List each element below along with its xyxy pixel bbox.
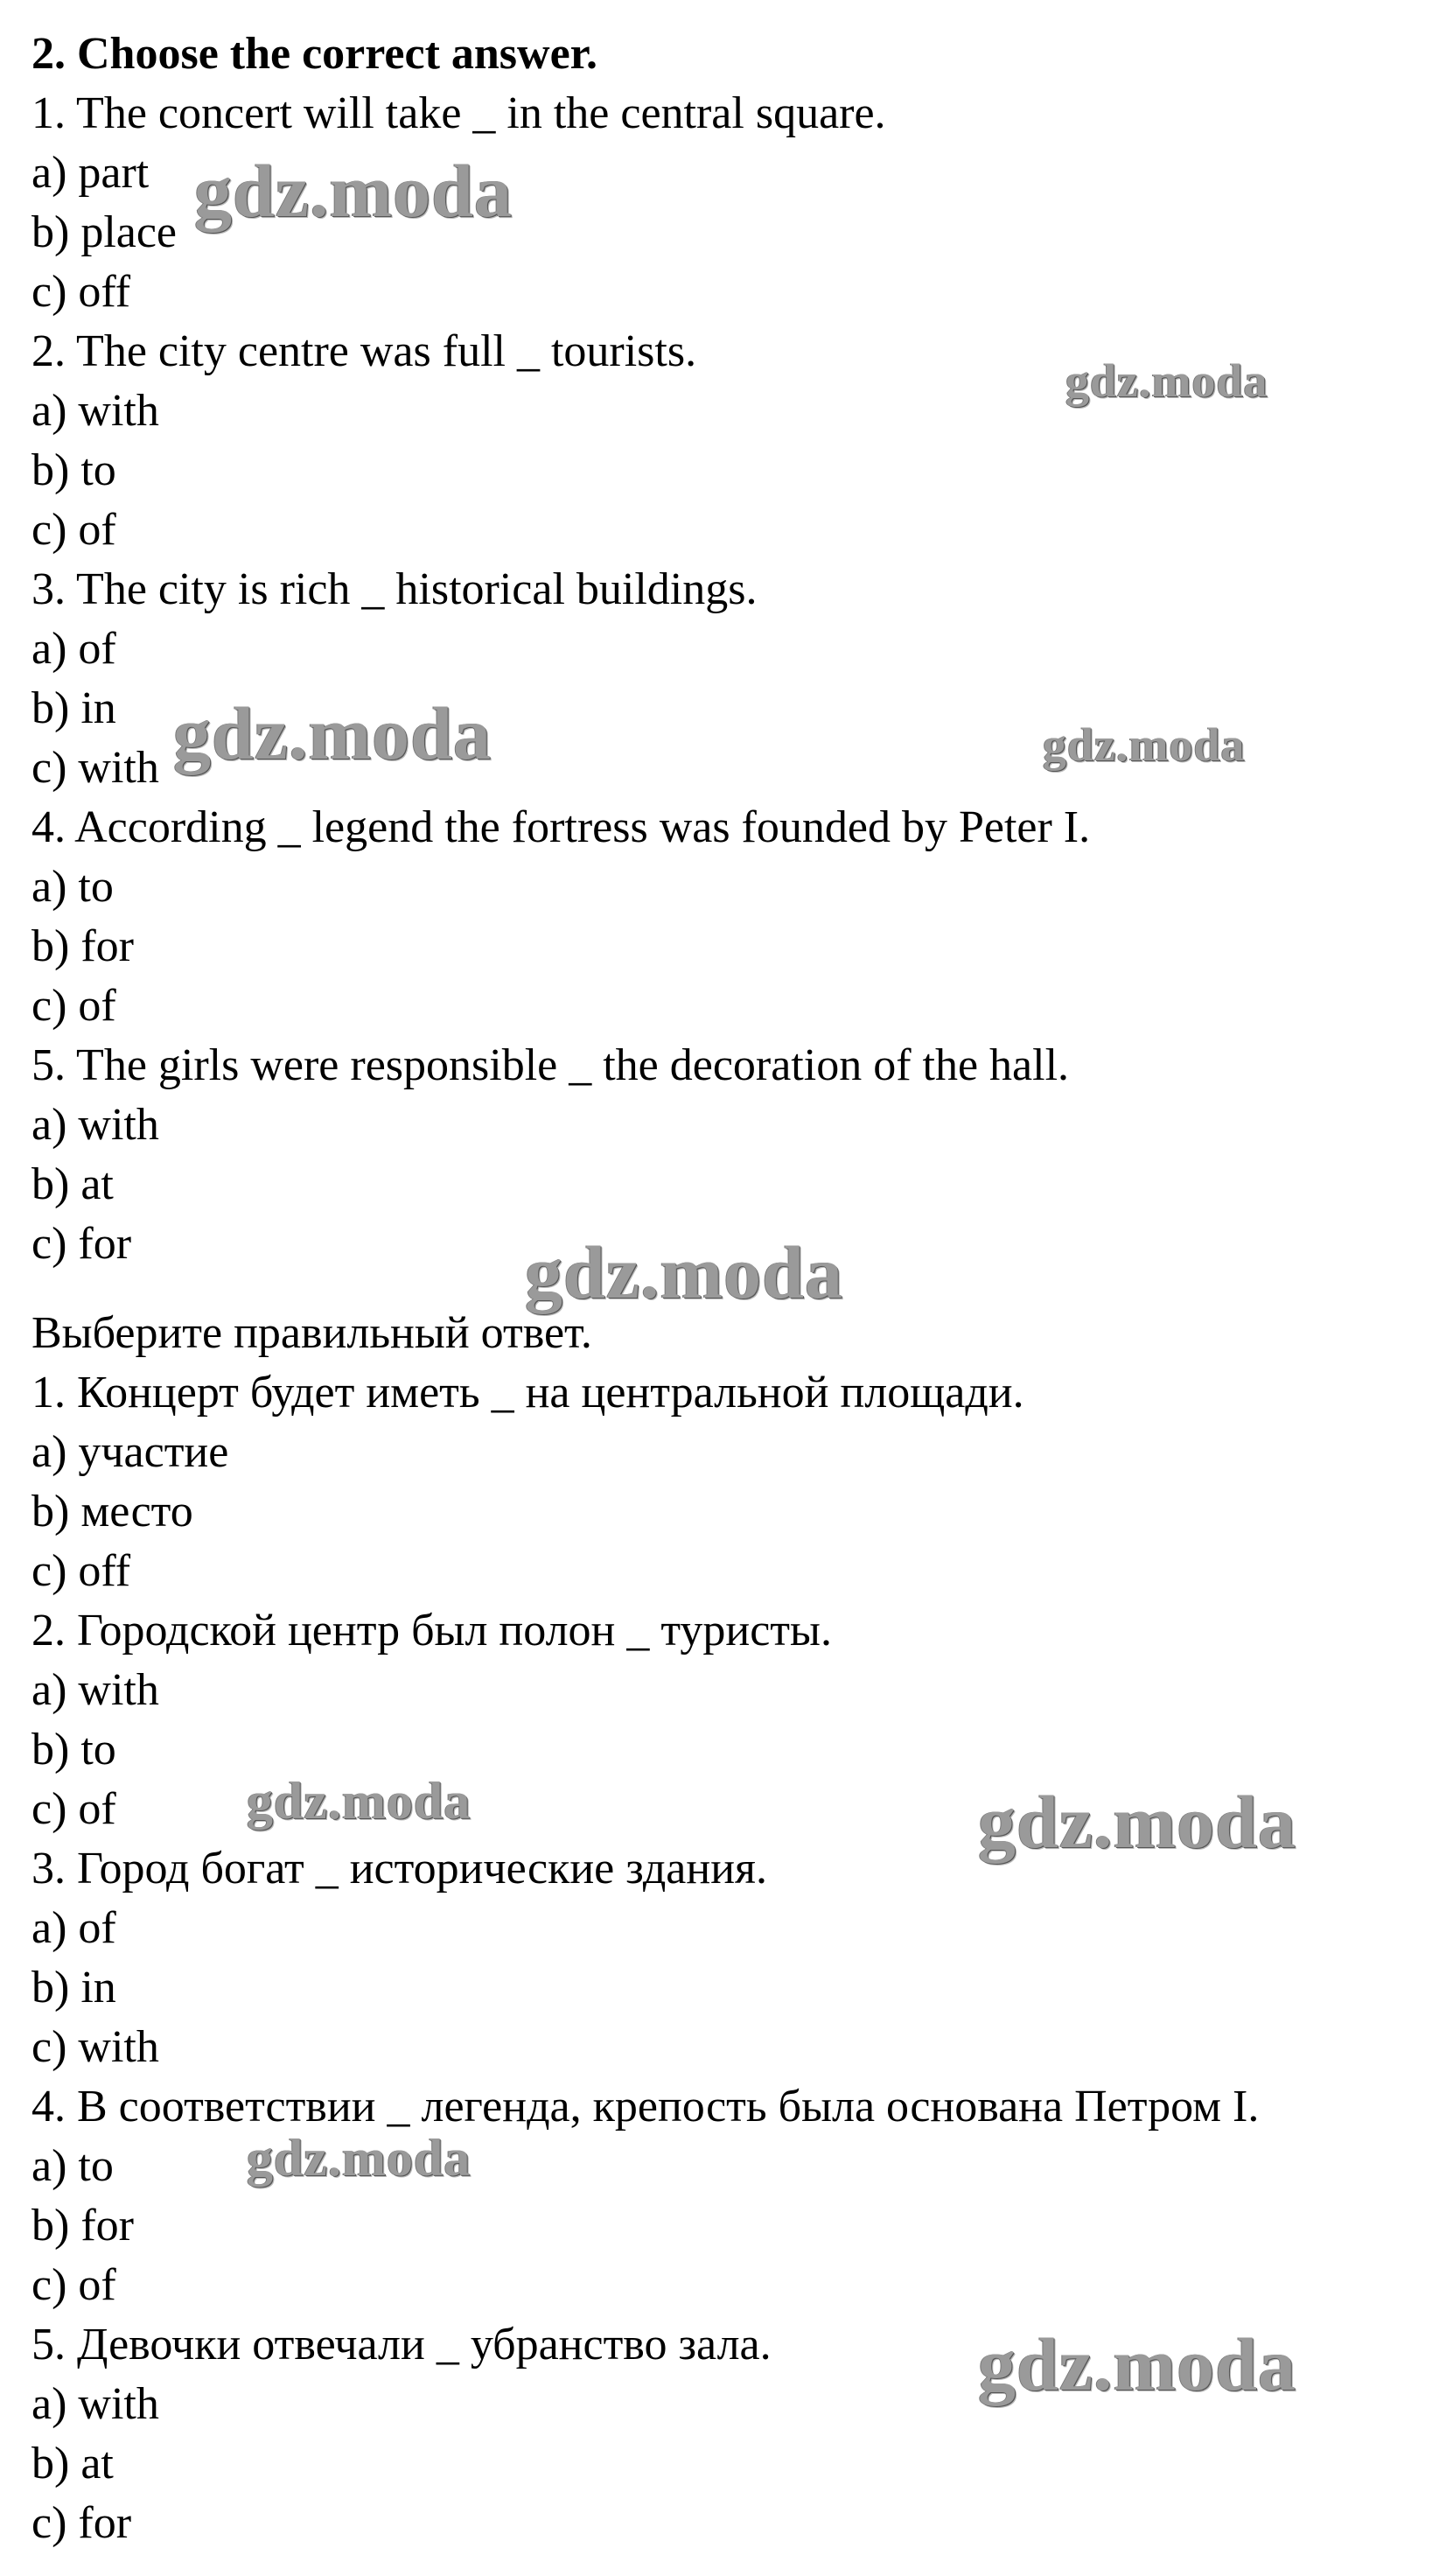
option-2b: b) to	[31, 445, 116, 495]
option-5a: a) with	[31, 1100, 159, 1150]
ru-option-3c: c) with	[31, 2022, 159, 2072]
ru-question-5: 5. Девочки отвечали _ убранство зала.	[31, 2320, 772, 2370]
ru-question-1: 1. Концерт будет иметь _ на центральной площади.	[31, 1368, 1024, 1418]
option-2a: a) with	[31, 386, 159, 436]
ru-question-3: 3. Город богат _ исторические здания.	[31, 1844, 767, 1894]
ru-option-5c: c) for	[31, 2498, 132, 2548]
exercise-heading: 2. Choose the correct answer.	[31, 29, 597, 79]
ru-option-4c: c) of	[31, 2260, 116, 2310]
option-5b: b) at	[31, 1159, 114, 1209]
watermark: gdz.moda	[525, 1230, 843, 1314]
question-4: 4. According _ legend the fortress was founded by Peter I.	[31, 802, 1091, 852]
watermark: gdz.moda	[1065, 354, 1268, 407]
ru-option-4a: a) to	[31, 2141, 114, 2191]
ru-question-2: 2. Городской центр был полон _ туристы.	[31, 1606, 832, 1656]
ru-option-5b: b) at	[31, 2439, 114, 2488]
option-3a: a) of	[31, 624, 116, 674]
ru-option-1a: a) участие	[31, 1427, 229, 1477]
option-3b: b) in	[31, 683, 116, 733]
ru-option-1c: c) off	[31, 1546, 131, 1596]
option-5c: c) for	[31, 1219, 132, 1269]
ru-option-2c: c) of	[31, 1784, 116, 1834]
question-5: 5. The girls were responsible _ the decoration of the hall.	[31, 1040, 1070, 1090]
option-1b: b) place	[31, 207, 178, 257]
option-4b: b) for	[31, 921, 134, 971]
ru-option-5a: a) with	[31, 2379, 159, 2429]
option-1c: c) off	[31, 267, 131, 317]
watermark: gdz.moda	[978, 2322, 1296, 2406]
ru-option-1b: b) место	[31, 1487, 193, 1536]
ru-option-3a: a) of	[31, 1903, 116, 1953]
watermark: gdz.moda	[173, 691, 492, 775]
option-2c: c) of	[31, 505, 116, 555]
option-4c: c) of	[31, 981, 116, 1031]
watermark: gdz.moda	[247, 1772, 472, 1830]
watermark: gdz.moda	[247, 2129, 472, 2187]
ru-option-3b: b) in	[31, 1963, 116, 2012]
watermark: gdz.moda	[1043, 718, 1246, 771]
option-1a: a) part	[31, 148, 150, 198]
watermark: gdz.moda	[194, 149, 513, 233]
question-1: 1. The concert will take _ in the central square.	[31, 88, 886, 138]
ru-option-4b: b) for	[31, 2201, 134, 2250]
question-3: 3. The city is rich _ historical buildings.	[31, 564, 758, 614]
option-3c: c) with	[31, 743, 159, 793]
translation-heading: Выберите правильный ответ.	[31, 1308, 592, 1358]
ru-option-2a: a) with	[31, 1665, 159, 1715]
watermark: gdz.moda	[978, 1780, 1296, 1864]
ru-option-2b: b) to	[31, 1725, 116, 1774]
option-4a: a) to	[31, 862, 114, 912]
question-2: 2. The city centre was full _ tourists.	[31, 326, 697, 376]
ru-question-4: 4. В соответствии _ легенда, крепость была основана Петром I.	[31, 2082, 1260, 2132]
